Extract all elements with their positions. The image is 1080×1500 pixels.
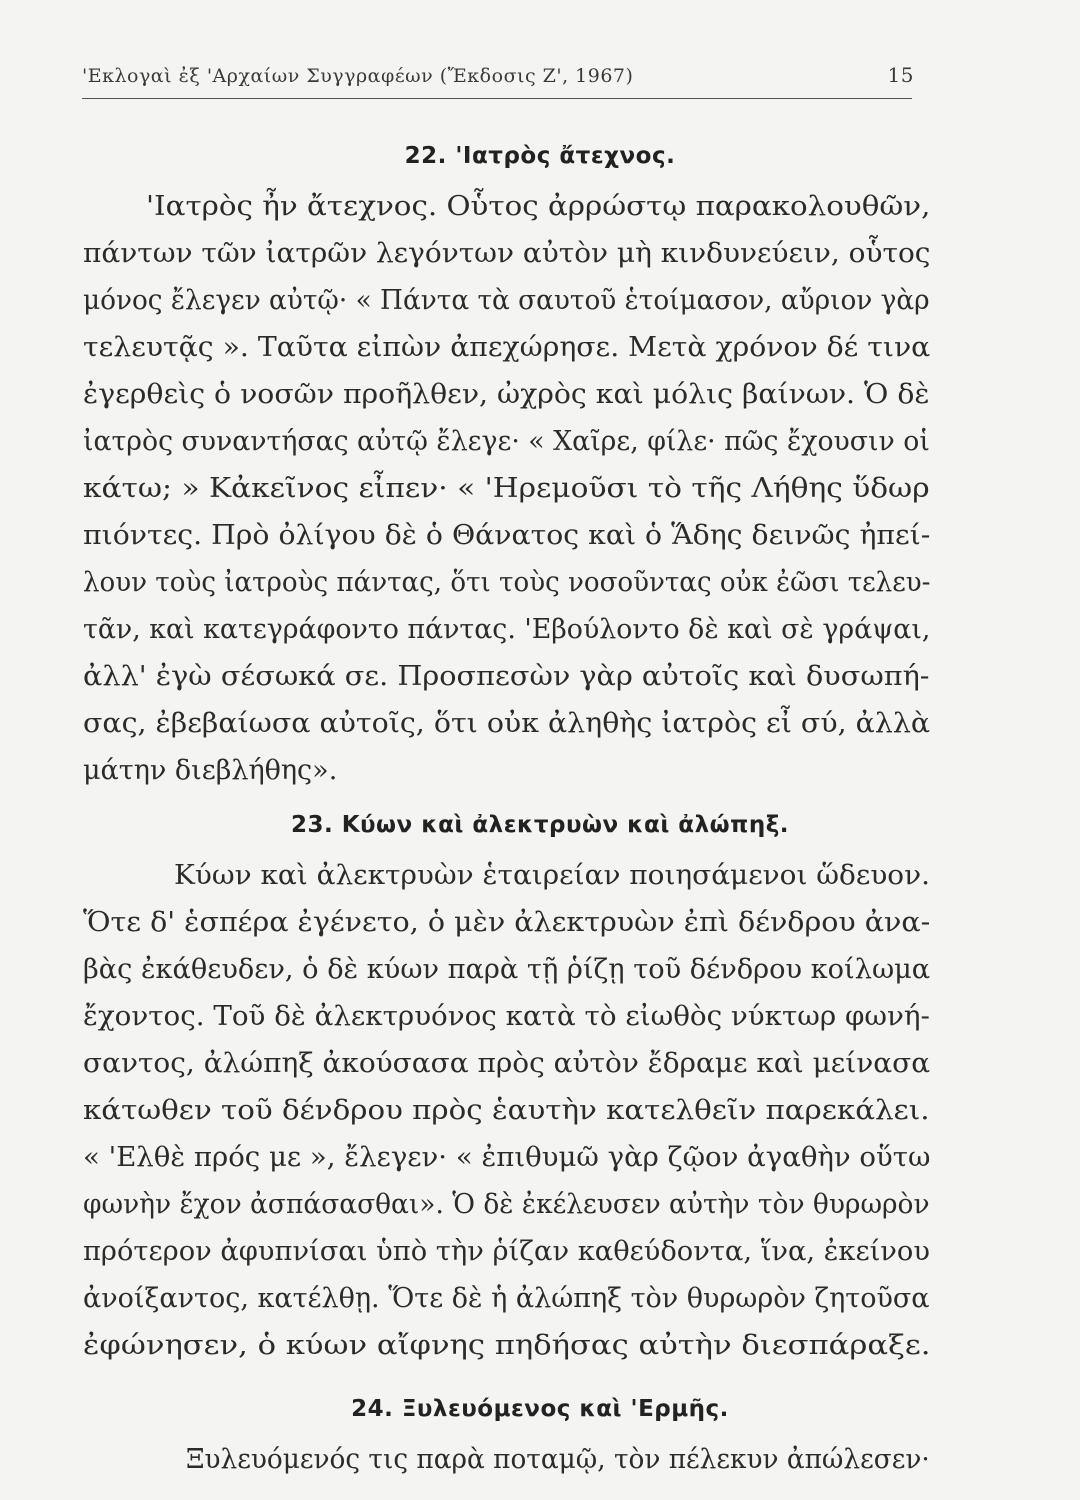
- text-line: πάντων τῶν ἰατρῶν λεγόντων αὐτὸν μὴ κινδυνεύειν, οὗτος: [83, 238, 931, 269]
- text-line: σαντος, ἀλώπηξ ἀκούσασα πρὸς αὐτὸν ἔδραμε καὶ μείνασα: [83, 1048, 931, 1079]
- text-line: σας, ἐβεβαίωσα αὐτοῖς, ὅτι οὐκ ἀληθὴς ἰατρὸς εἶ σύ, ἀλλὰ: [83, 708, 931, 739]
- text-line: ἰατρὸς συναντήσας αὐτῷ ἔλεγε· « Χαῖρε, φίλε· πῶς ἔχουσιν οἱ: [83, 426, 930, 457]
- text-line: ἀλλ' ἐγὼ σέσωκά σε. Προσπεσὼν γὰρ αὐτοῖς καὶ δυσωπή-: [83, 661, 930, 692]
- text-line: ἐφώνησεν, ὁ κύων αἴφνης πηδήσας αὐτὴν διεσπάραξε.: [83, 1330, 931, 1361]
- page-number: 15: [887, 63, 914, 87]
- text-line: Ὅτε δ' ἑσπέρα ἐγένετο, ὁ μὲν ἀλεκτρυὼν ἐπὶ δένδρου ἀνα-: [83, 907, 931, 938]
- section-heading-22: 22. 'Ιατρὸς ἄτεχνος.: [404, 143, 676, 169]
- text-line: Ξυλευόμενός τις παρὰ ποταμῷ, τὸν πέλεκυν ἀπώλεσεν·: [186, 1444, 930, 1475]
- text-line: ἀνοίξαντος, κατέλθῃ. Ὅτε δὲ ἡ ἀλώπηξ τὸν θυρωρὸν ζητοῦσα: [83, 1283, 930, 1314]
- text-line: πρότερον ἀφυπνίσαι ὑπὸ τὴν ῥίζαν καθεύδοντα, ἵνα, ἐκείνου: [83, 1236, 930, 1267]
- text-line: Κύων καὶ ἀλεκτρυὼν ἑταιρείαν ποιησάμενοι ὥδευον.: [174, 860, 930, 891]
- text-line: λουν τοὺς ἰατροὺς πάντας, ὅτι τοὺς νοσοῦντας οὐκ ἐῶσι τελευ-: [83, 567, 931, 598]
- text-line: τᾶν, καὶ κατεγράφοντο πάντας. 'Εβούλοντο δὲ καὶ σὲ γράψαι,: [83, 614, 931, 645]
- section-heading-23: 23. Κύων καὶ ἀλεκτρυὼν καὶ ἀλώπηξ.: [290, 812, 790, 838]
- text-line: ἔχοντος. Τοῦ δὲ ἀλεκτρυόνος κατὰ τὸ εἰωθὸς νύκτωρ φωνή-: [83, 1001, 930, 1032]
- running-head: [82, 63, 922, 95]
- text-line: κάτω; » Κἀκεῖνος εἶπεν· « 'Ηρεμοῦσι τὸ τῆς Λήθης ὕδωρ: [83, 473, 930, 504]
- text-line: μόνος ἔλεγεν αὐτῷ· « Πάντα τὰ σαυτοῦ ἑτοίμασον, αὔριον γὰρ: [83, 285, 930, 316]
- text-line: μάτην διεβλήθης».: [83, 755, 338, 786]
- text-line: φωνὴν ἔχον ἀσπάσασθαι». Ὁ δὲ ἐκέλευσεν αὐτὴν τὸν θυρωρὸν: [83, 1189, 930, 1220]
- text-line: ἐγερθεὶς ὁ νοσῶν προῆλθεν, ὠχρὸς καὶ μόλις βαίνων. Ὁ δὲ: [83, 379, 930, 410]
- section-heading-24: 24. Ξυλευόμενος καὶ 'Ερμῆς.: [351, 1396, 729, 1422]
- text-line: « 'Ελθὲ πρός με », ἔλεγεν· « ἐπιθυμῶ γὰρ ζῷον ἀγαθὴν οὕτω: [83, 1142, 931, 1173]
- text-line: κάτωθεν τοῦ δένδρου πρὸς ἑαυτὴν κατελθεῖν παρεκάλει.: [83, 1095, 930, 1126]
- text-line: 'Ιατρὸς ἦν ἄτεχνος. Οὗτος ἀρρώστῳ παρακολουθῶν,: [146, 191, 931, 222]
- running-head-title: 'Εκλογαὶ ἐξ 'Αρχαίων Συγγραφέων (Ἔκδοσις Ζ', 1967): [82, 65, 634, 87]
- text-line: βὰς ἐκάθευδεν, ὁ δὲ κύων παρὰ τῇ ῥίζῃ τοῦ δένδρου κοίλωμα: [83, 954, 931, 985]
- text-line: τελευτᾷς ». Ταῦτα εἰπὼν ἀπεχώρησε. Μετὰ χρόνον δέ τινα: [83, 332, 931, 363]
- header-rule: [82, 98, 912, 99]
- text-line: πιόντες. Πρὸ ὀλίγου δὲ ὁ Θάνατος καὶ ὁ Ἅδης δεινῶς ἠπεί-: [83, 520, 931, 551]
